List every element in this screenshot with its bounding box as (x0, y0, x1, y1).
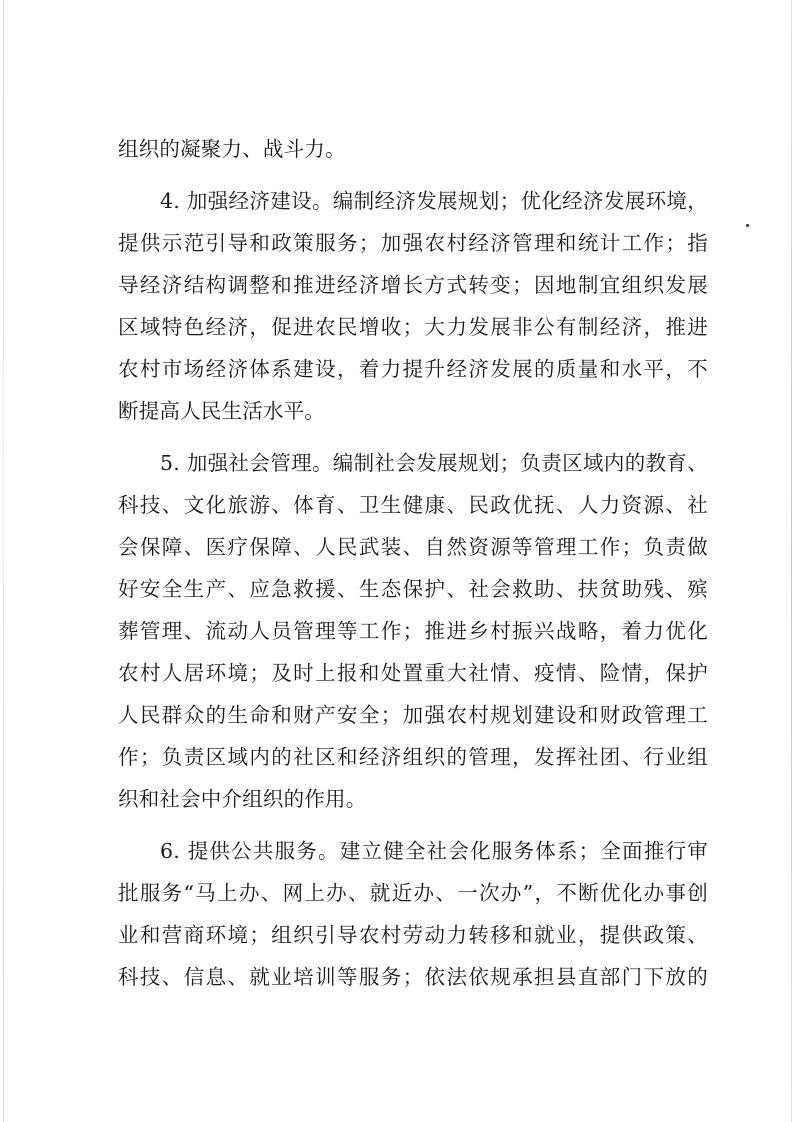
text-line: 批服务“马上办、网上办、就近办、一次办”，不断优化办事创 (118, 881, 708, 905)
paragraph-item-4 (118, 180, 708, 432)
text-line: 葬管理、流动人员管理等工作；推进乡村振兴战略，着力优化 (118, 619, 708, 643)
text-line: 农村人居环境；及时上报和处置重大社情、疫情、险情，保护 (118, 661, 708, 685)
text-line: 农村市场经济体系建设，着力提升经济发展的质量和水平，不 (118, 357, 708, 381)
text-line: 提供示范引导和政策服务；加强农村经济管理和统计工作；指 (118, 231, 708, 255)
text-line: 导经济结构调整和推进经济增长方式转变；因地制宜组织发展 (118, 273, 708, 297)
paragraph-item-5 (118, 442, 708, 820)
scan-speck (746, 224, 749, 227)
text-line: 会保障、医疗保障、人民武装、自然资源等管理工作；负责做 (118, 535, 708, 559)
text-line: 作；负责区域内的社区和经济组织的管理，发挥社团、行业组 (118, 745, 708, 769)
text-line: 5. 加强社会管理。编制社会发展规划；负责区域内的教育、 (160, 451, 708, 475)
paragraph-item-6 (118, 830, 708, 998)
text-line: 组织的凝聚力、战斗力。 (118, 137, 346, 161)
text-line: 织和社会中介组织的作用。 (118, 787, 367, 811)
text-line: 4. 加强经济建设。编制经济发展规划；优化经济发展环境， (160, 189, 708, 213)
text-line: 断提高人民生活水平。 (118, 399, 325, 423)
document-page (118, 128, 708, 998)
scan-edge-left (3, 0, 4, 1122)
paragraph-continuation (118, 128, 708, 170)
text-line: 人民群众的生命和财产安全；加强农村规划建设和财政管理工 (118, 703, 708, 727)
text-line: 科技、信息、就业培训等服务；依法依规承担县直部门下放的 (118, 965, 708, 989)
scan-edge-right (791, 0, 792, 1122)
text-line: 区域特色经济，促进农民增收；大力发展非公有制经济，推进 (118, 315, 708, 339)
text-line: 好安全生产、应急救援、生态保护、社会救助、扶贫助残、殡 (118, 577, 708, 601)
text-line: 科技、文化旅游、体育、卫生健康、民政优抚、人力资源、社 (118, 493, 708, 517)
text-line: 业和营商环境；组织引导农村劳动力转移和就业，提供政策、 (118, 923, 708, 947)
text-line: 6. 提供公共服务。建立健全社会化服务体系；全面推行审 (160, 839, 708, 863)
